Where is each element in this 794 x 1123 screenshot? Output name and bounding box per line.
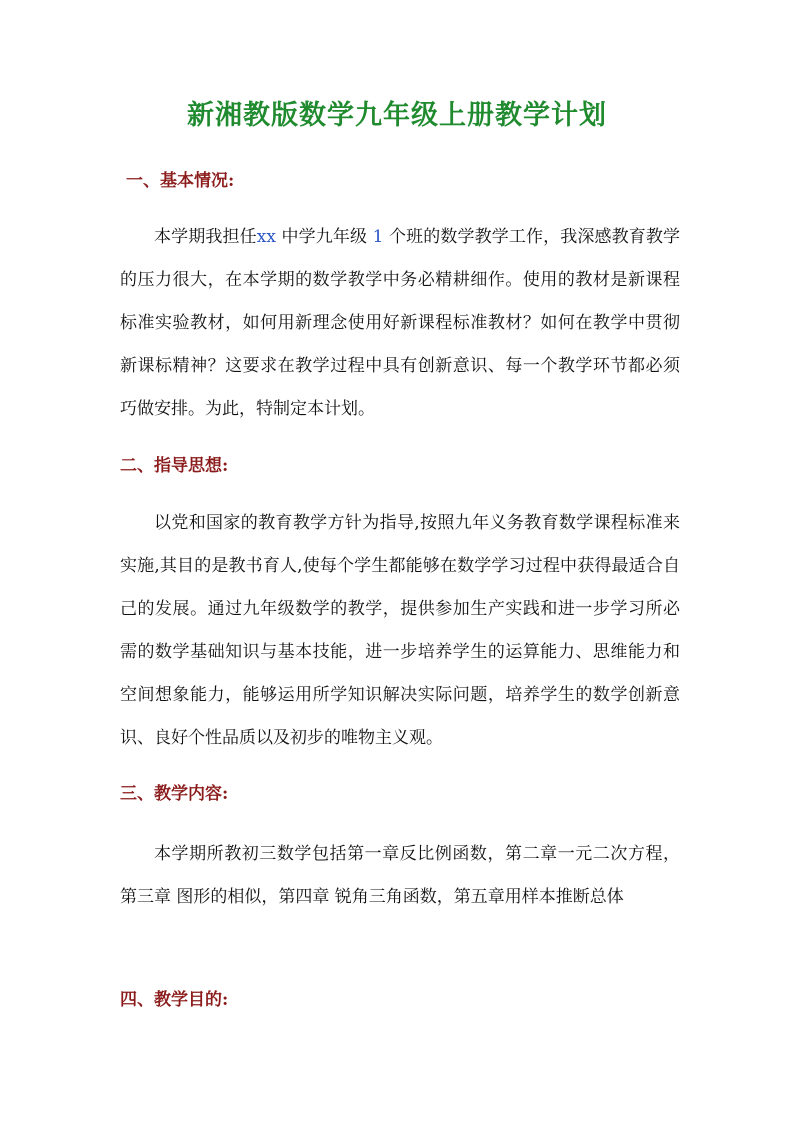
- paragraph-text: 中学九年级: [275, 227, 373, 247]
- section-heading-teaching-content: 三、教学内容:: [120, 784, 229, 804]
- paragraph-class-count: 1: [372, 227, 384, 247]
- section-paragraph-basic-situation: [120, 216, 680, 431]
- section-heading-teaching-goals: 四、教学目的:: [120, 990, 229, 1010]
- section-paragraph-guiding-ideology: 以党和国家的教育教学方针为指导,按照九年义务教育数学课程标准来实施,其目的是教书育人,使每个学生都能够在数学学习过程中获得最适合自己的发展。通过九年级数学的教学，提供参加生产实践和进一步学习所必需的数学基础知识与基本技能，进一步培养学生的运算能力、思维能力和空间想象能力，能够运用所学知识解决实际问题，培养学生的数学创新意识、良好个性品质以及初步的唯物主义观。: [120, 513, 680, 748]
- paragraph-school-placeholder: xx: [256, 227, 276, 247]
- section-heading-basic-situation: 一、基本情况:: [126, 171, 235, 191]
- paragraph-text: 本学期我担任: [154, 227, 257, 247]
- paragraph-text: 个班的数学教学工作，我深感教育教学的压力很大，在本学期的数学教学中务必精耕细作。使用的教材是新课程标准实验教材，如何用新理念使用好新课程标准教材？如何在教学中贯彻新课标精神？这要求在教学过程中具有创新意识、每一个教学环节都必须巧做安排。为此，特制定本计划。: [120, 227, 681, 419]
- section-paragraph-teaching-content: 本学期所教初三数学包括第一章反比例函数，第二章一元二次方程，第三章 图形的相似，第四章 锐角三角函数，第五章用样本推断总体: [120, 844, 680, 907]
- section-heading-guiding-ideology: 二、指导思想:: [120, 456, 229, 476]
- document-title: 新湘教版数学九年级上册教学计划: [187, 100, 607, 131]
